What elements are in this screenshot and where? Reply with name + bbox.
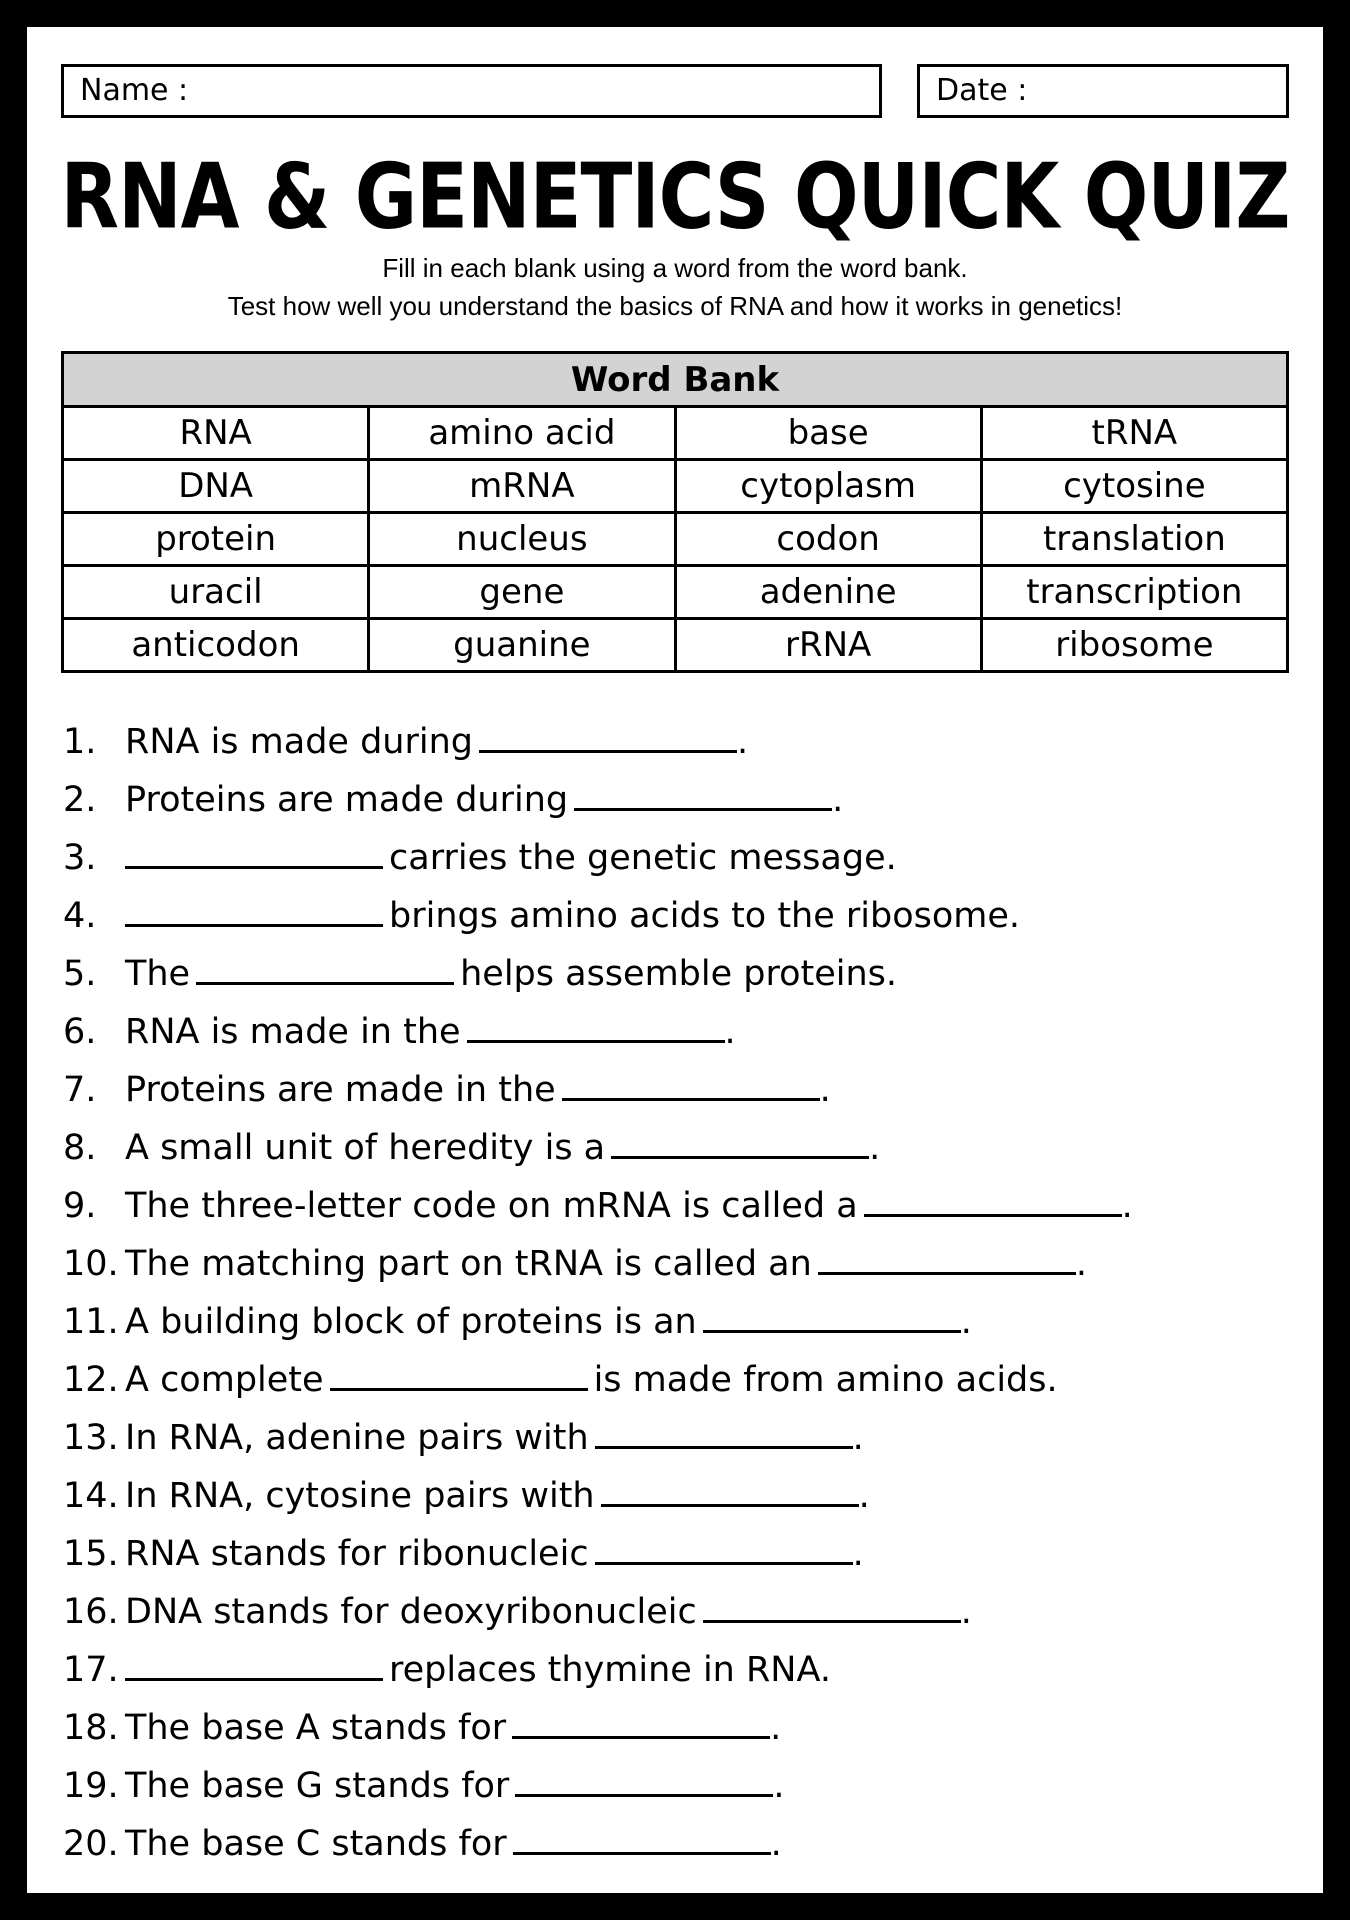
instruction-line: Test how well you understand the basics of RNA and how it works in genetics! (227, 291, 1123, 321)
answer-blank[interactable] (574, 778, 832, 811)
question-item (63, 1815, 1303, 1873)
word-bank-row (63, 513, 1288, 566)
word-bank-cell: codon (675, 513, 981, 566)
question-text-before: A small unit of heredity is a (125, 1128, 606, 1168)
date-label: Date : (936, 73, 1028, 108)
question-item (63, 945, 1303, 1003)
answer-blank[interactable] (512, 1706, 770, 1739)
question-item (63, 1583, 1303, 1641)
question-number: 14. (63, 1476, 119, 1516)
question-item (63, 1699, 1303, 1757)
question-text-after: brings amino acids to the ribosome. (389, 896, 1021, 936)
question-text-before: A complete (125, 1360, 324, 1400)
question-number: 19. (63, 1766, 119, 1806)
question-text-before: The base A stands for (125, 1708, 507, 1748)
question-item (63, 1061, 1303, 1119)
question-text-after: carries the genetic message. (389, 838, 897, 878)
question-text-before: DNA stands for deoxyribonucleic (125, 1592, 697, 1632)
question-number: 2. (63, 780, 97, 820)
question-text-before: RNA is made in the (125, 1012, 461, 1052)
word-bank-cell: nucleus (369, 513, 675, 566)
question-number: 13. (63, 1418, 119, 1458)
question-text-before: The (125, 954, 191, 994)
question-text-after: . (960, 1592, 972, 1632)
word-bank-cell: adenine (675, 566, 981, 619)
question-number: 4. (63, 896, 97, 936)
word-bank-cell: cytosine (981, 460, 1287, 513)
answer-blank[interactable] (479, 720, 737, 753)
word-bank-cell: amino acid (369, 407, 675, 460)
question-number: 11. (63, 1302, 119, 1342)
question-text-before: The three-letter code on mRNA is called a (125, 1186, 858, 1226)
question-text-before: In RNA, cytosine pairs with (125, 1476, 595, 1516)
question-item (63, 887, 1303, 945)
word-bank-cell: RNA (63, 407, 369, 460)
answer-blank[interactable] (125, 894, 383, 927)
word-bank-cell: cytoplasm (675, 460, 981, 513)
question-text-after: . (852, 1418, 864, 1458)
question-text-after: replaces thymine in RNA. (389, 1650, 831, 1690)
question-text-before: RNA stands for ribonucleic (125, 1534, 589, 1574)
word-bank-cell: mRNA (369, 460, 675, 513)
word-bank-cell: transcription (981, 566, 1287, 619)
word-bank-cell: tRNA (981, 407, 1287, 460)
question-number: 17. (63, 1650, 119, 1690)
question-item (63, 1525, 1303, 1583)
question-item (63, 1641, 1303, 1699)
word-bank-cell: translation (981, 513, 1287, 566)
word-bank-cell: guanine (369, 619, 675, 672)
question-text-after: . (858, 1476, 870, 1516)
question-text-before: The matching part on tRNA is called an (125, 1244, 812, 1284)
instruction-line: Fill in each blank using a word from the word bank. (382, 253, 968, 283)
date-field[interactable] (917, 64, 1289, 118)
answer-blank[interactable] (562, 1068, 820, 1101)
word-bank-cell: gene (369, 566, 675, 619)
question-number: 20. (63, 1824, 119, 1864)
name-field[interactable] (61, 64, 882, 118)
question-number: 15. (63, 1534, 119, 1574)
word-bank-row (63, 566, 1288, 619)
question-text-after: . (724, 1012, 736, 1052)
instructions (27, 249, 1323, 325)
word-bank-heading: Word Bank (63, 353, 1288, 407)
question-text-after: . (770, 1708, 782, 1748)
word-bank-cell: protein (63, 513, 369, 566)
word-bank-row (63, 619, 1288, 672)
question-number: 7. (63, 1070, 97, 1110)
question-text-after: . (1075, 1244, 1087, 1284)
question-text-after: is made from amino acids. (593, 1360, 1058, 1400)
question-text-after: . (869, 1128, 881, 1168)
question-item (63, 1119, 1303, 1177)
answer-blank[interactable] (125, 836, 383, 869)
question-text-before: The base G stands for (125, 1766, 510, 1806)
answer-blank[interactable] (595, 1532, 853, 1565)
word-bank-row (63, 407, 1288, 460)
word-bank-cell: anticodon (63, 619, 369, 672)
answer-blank[interactable] (595, 1416, 853, 1449)
question-number: 3. (63, 838, 97, 878)
word-bank-table (61, 351, 1289, 673)
question-item (63, 829, 1303, 887)
worksheet-page (27, 27, 1323, 1893)
question-text-before: In RNA, adenine pairs with (125, 1418, 589, 1458)
question-text-after: . (960, 1302, 972, 1342)
question-number: 5. (63, 954, 97, 994)
word-bank-cell: rRNA (675, 619, 981, 672)
question-text-after: helps assemble proteins. (460, 954, 898, 994)
question-item (63, 1235, 1303, 1293)
question-number: 1. (63, 722, 97, 762)
question-text-before: The base C stands for (125, 1824, 507, 1864)
word-bank-row (63, 460, 1288, 513)
question-number: 10. (63, 1244, 119, 1284)
answer-blank[interactable] (611, 1126, 869, 1159)
question-text-before: A building block of proteins is an (125, 1302, 697, 1342)
question-text-before: Proteins are made in the (125, 1070, 556, 1110)
word-bank-cell: uracil (63, 566, 369, 619)
question-item (63, 1757, 1303, 1815)
question-item (63, 1409, 1303, 1467)
question-number: 18. (63, 1708, 119, 1748)
answer-blank[interactable] (601, 1474, 859, 1507)
question-number: 12. (63, 1360, 119, 1400)
question-item (63, 1177, 1303, 1235)
question-number: 6. (63, 1012, 97, 1052)
question-item (63, 1003, 1303, 1061)
question-item (63, 1467, 1303, 1525)
question-text-after: . (832, 780, 844, 820)
answer-blank[interactable] (864, 1184, 1122, 1217)
question-list (63, 713, 1303, 1873)
question-text-after: . (736, 722, 749, 762)
question-item (63, 1351, 1303, 1409)
answer-blank[interactable] (818, 1242, 1076, 1275)
question-item (63, 713, 1303, 771)
answer-blank[interactable] (196, 952, 454, 985)
question-text-after: . (819, 1070, 831, 1110)
answer-blank[interactable] (703, 1590, 961, 1623)
question-text-before: Proteins are made during (125, 780, 569, 820)
answer-blank[interactable] (515, 1764, 773, 1797)
answer-blank[interactable] (125, 1648, 383, 1681)
answer-blank[interactable] (330, 1358, 588, 1391)
question-text-after: . (852, 1534, 864, 1574)
word-bank-cell: DNA (63, 460, 369, 513)
answer-blank[interactable] (467, 1010, 725, 1043)
word-bank-cell: ribosome (981, 619, 1287, 672)
page-title: RNA & GENETICS QUICK QUIZ (60, 143, 1290, 249)
question-item (63, 1293, 1303, 1351)
question-number: 9. (63, 1186, 97, 1226)
question-number: 16. (63, 1592, 119, 1632)
name-label: Name : (80, 73, 189, 108)
question-text-before: RNA is made during (125, 722, 473, 762)
answer-blank[interactable] (703, 1300, 961, 1333)
question-item (63, 771, 1303, 829)
word-bank-cell: base (675, 407, 981, 460)
answer-blank[interactable] (513, 1822, 771, 1855)
question-text-after: . (773, 1766, 785, 1806)
question-number: 8. (63, 1128, 97, 1168)
question-text-after: . (770, 1824, 782, 1864)
question-text-after: . (1121, 1186, 1133, 1226)
